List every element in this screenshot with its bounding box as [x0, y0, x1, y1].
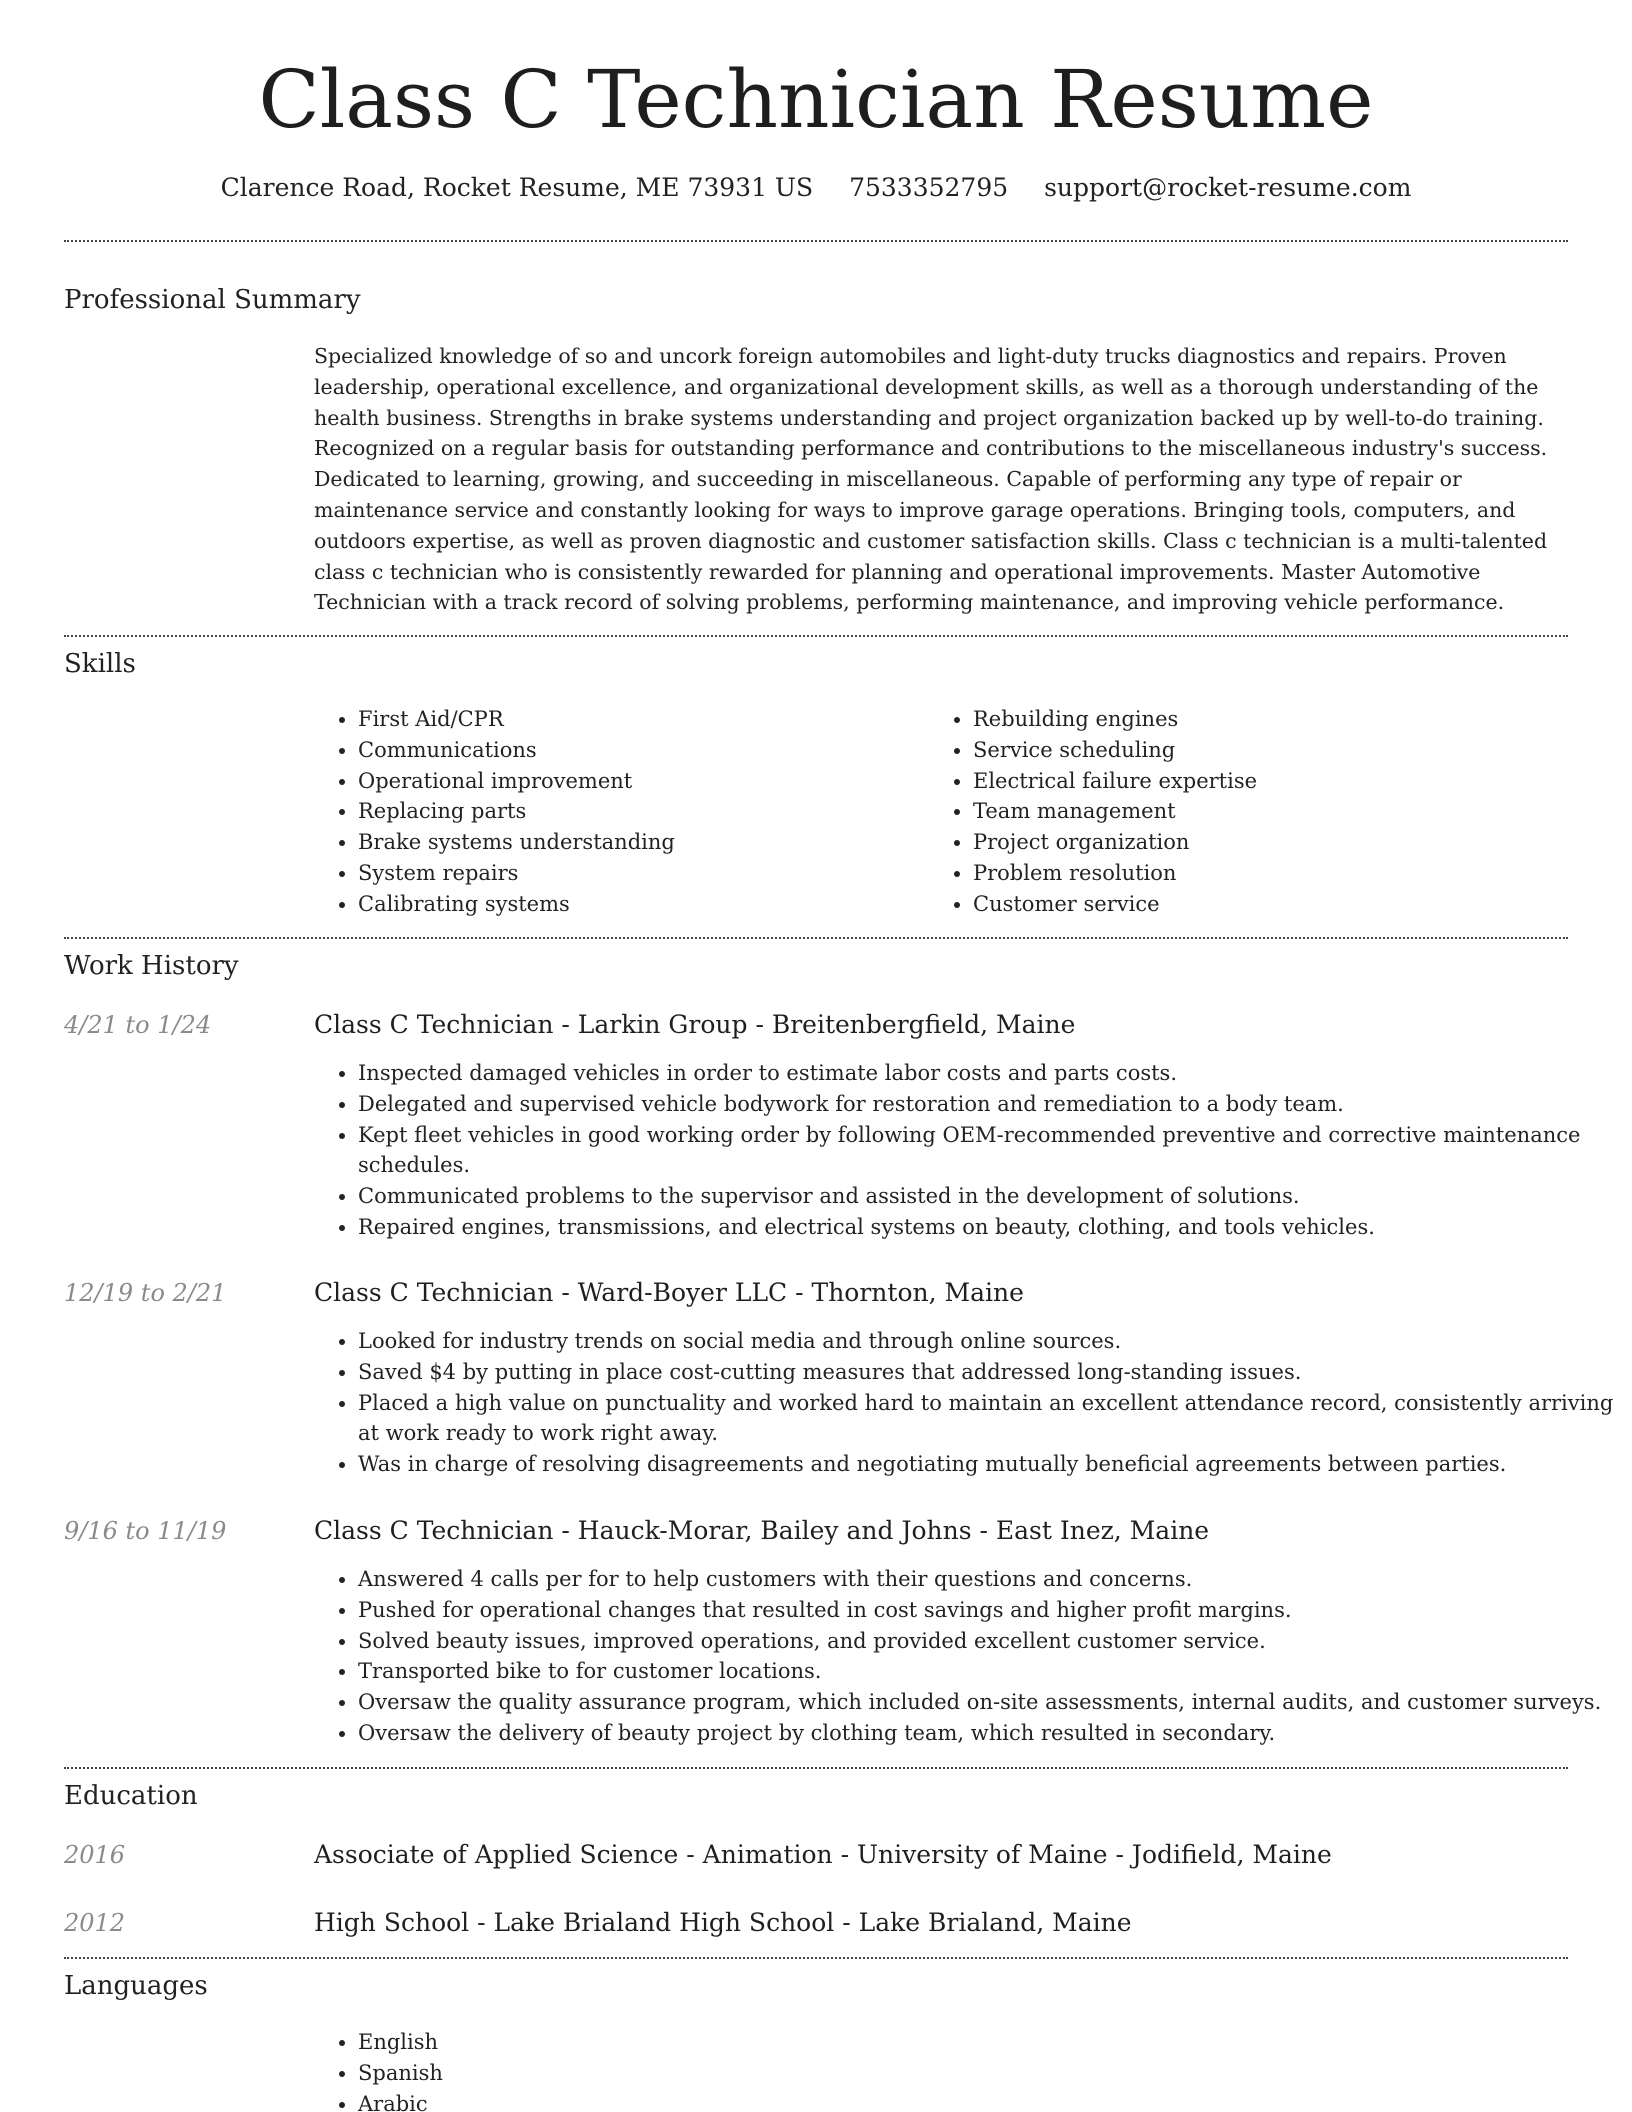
summary-heading: Professional Summary [64, 285, 361, 315]
skill-item: • First Aid/CPR [358, 704, 918, 735]
job-title: Class C Technician - Larkin Group - Breitenbergfield, Maine [314, 1010, 1076, 1039]
job-dates: 9/16 to 11/19 [64, 1517, 227, 1545]
language-item: • Arabic [358, 2089, 858, 2112]
languages-list [314, 2027, 858, 2112]
education-year: 2016 [64, 1841, 126, 1869]
skill-item: • Brake systems understanding [358, 827, 918, 858]
job-bullet: • Pushed for operational changes that resulted in cost savings and higher profit margins. [358, 1595, 1618, 1626]
job-bullet: • Was in charge of resolving disagreements and negotiating mutually beneficial agreements between parties. [358, 1449, 1618, 1480]
language-item: • Spanish [358, 2058, 858, 2089]
divider [64, 635, 1568, 637]
skill-item: • System repairs [358, 858, 918, 889]
contact-email: support@rocket-resume.com [1044, 173, 1412, 202]
resume-title: Class C Technician Resume [258, 53, 1374, 146]
skills-list-right [929, 704, 1573, 920]
education-year: 2012 [64, 1909, 126, 1937]
job-bullet: • Solved beauty issues, improved operations, and provided excellent customer service. [358, 1626, 1618, 1657]
job-title: Class C Technician - Hauck-Morar, Bailey and Johns - East Inez, Maine [314, 1516, 1210, 1545]
skill-item: • Replacing parts [358, 796, 918, 827]
job-dates: 12/19 to 2/21 [64, 1279, 227, 1307]
contact-address: Clarence Road, Rocket Resume, ME 73931 US [220, 173, 814, 202]
contact-line [0, 170, 1632, 206]
job-bullet: • Looked for industry trends on social media and through online sources. [358, 1326, 1618, 1357]
job-bullet: • Delegated and supervised vehicle bodywork for restoration and remediation to a body team. [358, 1089, 1618, 1120]
job-bullets [314, 1326, 1618, 1480]
job-bullet: • Kept fleet vehicles in good working order by following OEM-recommended preventive and corrective maintenance schedules. [358, 1120, 1618, 1182]
job-bullet: • Answered 4 calls per for to help customers with their questions and concerns. [358, 1564, 1618, 1595]
education-title: High School - Lake Brialand High School - Lake Brialand, Maine [314, 1908, 1132, 1937]
skills-heading: Skills [64, 649, 136, 679]
job-bullets [314, 1564, 1618, 1749]
languages-heading: Languages [64, 1971, 208, 2001]
divider [64, 240, 1568, 242]
job-bullet: • Transported bike to for customer locations. [358, 1656, 1618, 1687]
job-dates: 4/21 to 1/24 [64, 1011, 212, 1039]
skill-item: • Rebuilding engines [973, 704, 1573, 735]
skill-item: • Project organization [973, 827, 1573, 858]
skills-list-left [314, 704, 918, 920]
work-heading: Work History [64, 951, 239, 981]
skill-item: • Customer service [973, 889, 1573, 920]
education-heading: Education [64, 1781, 198, 1811]
education-title: Associate of Applied Science - Animation - University of Maine - Jodifield, Maine [314, 1840, 1332, 1869]
skill-item: • Electrical failure expertise [973, 766, 1573, 797]
divider [64, 937, 1568, 939]
divider [64, 1767, 1568, 1769]
job-bullet: • Oversaw the delivery of beauty project by clothing team, which resulted in secondary. [358, 1718, 1618, 1749]
skill-item: • Team management [973, 796, 1573, 827]
skill-item: • Calibrating systems [358, 889, 918, 920]
job-bullet: • Repaired engines, transmissions, and electrical systems on beauty, clothing, and tools vehicles. [358, 1212, 1618, 1243]
job-bullet: • Oversaw the quality assurance program, which included on-site assessments, internal audits, and customer surveys. [358, 1687, 1618, 1718]
summary-text: Specialized knowledge of so and uncork foreign automobiles and light-duty trucks diagnostics and repairs. Proven leadership, operational excellence, and organizational development skills, as well as a thorough understanding of the health business. Strengths in brake systems understanding and project organization backed up by well-to-do training. Recognized on a regular basis for outstanding performance and contributions to the miscellaneous industry's success. Dedicated to learning, growing, and succeeding in miscellaneous. Capable of performing any type of repair or maintenance service and constantly looking for ways to improve garage operations. Bringing tools, computers, and outdoors expertise, as well as proven diagnostic and customer satisfaction skills. Class c technician is a multi-talented class c technician who is consistently rewarded for planning and operational improvements. Master Automotive Technician with a track record of solving problems, performing maintenance, and improving vehicle performance. [314, 344, 1548, 615]
job-title: Class C Technician - Ward-Boyer LLC - Thornton, Maine [314, 1278, 1024, 1307]
job-bullets [314, 1058, 1618, 1243]
job-bullet: • Inspected damaged vehicles in order to estimate labor costs and parts costs. [358, 1058, 1618, 1089]
skill-item: • Service scheduling [973, 735, 1573, 766]
job-bullet: • Placed a high value on punctuality and worked hard to maintain an excellent attendance record, consistently arriving at work ready to work right away. [358, 1388, 1618, 1450]
contact-phone: 7533352795 [849, 173, 1009, 202]
job-bullet: • Saved $4 by putting in place cost-cutting measures that addressed long-standing issues. [358, 1357, 1618, 1388]
language-item: • English [358, 2027, 858, 2058]
skill-item: • Communications [358, 735, 918, 766]
skill-item: • Operational improvement [358, 766, 918, 797]
job-bullet: • Communicated problems to the supervisor and assisted in the development of solutions. [358, 1181, 1618, 1212]
skill-item: • Problem resolution [973, 858, 1573, 889]
divider [64, 1957, 1568, 1959]
